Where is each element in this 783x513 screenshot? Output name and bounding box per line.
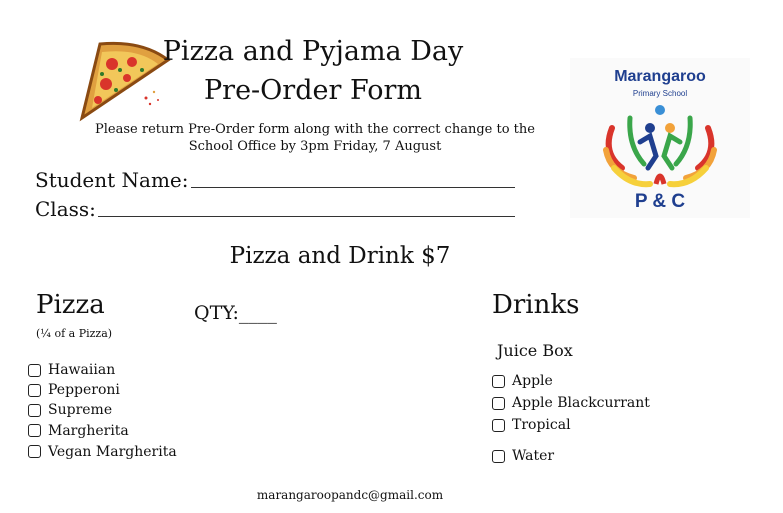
checkbox[interactable]	[492, 375, 505, 388]
pizza-option-margherita[interactable]	[28, 420, 177, 441]
drink-option-label: Water	[512, 448, 555, 464]
pizza-option-label: Hawaiian	[48, 362, 116, 378]
juice-box-heading: Juice Box	[497, 341, 573, 360]
student-name-line[interactable]	[191, 187, 516, 188]
drink-option-apple[interactable]	[492, 370, 650, 392]
drink-option-tropical[interactable]	[492, 414, 650, 436]
checkbox[interactable]	[492, 450, 505, 463]
student-name-label: Student Name:	[35, 168, 189, 192]
checkbox[interactable]	[28, 364, 41, 377]
checkbox[interactable]	[492, 419, 505, 432]
checkbox[interactable]	[28, 424, 41, 437]
drink-option-water[interactable]	[492, 446, 554, 466]
drink-option-label: Apple	[512, 373, 553, 389]
class-line[interactable]	[98, 216, 515, 217]
pizza-portion: (¼ of a Pizza)	[36, 327, 113, 340]
contact-email[interactable]: marangaroopandc@gmail.com	[256, 488, 444, 502]
pizza-option-supreme[interactable]	[28, 400, 177, 420]
pizza-option-hawaiian[interactable]	[28, 360, 177, 380]
return-notice: Please return Pre-Order form along with the correct change to the School Office by 3pm Friday, 7 August	[95, 122, 535, 154]
pizza-option-label: Supreme	[48, 402, 113, 418]
checkbox[interactable]	[28, 445, 41, 458]
pizza-option-pepperoni[interactable]	[28, 380, 177, 400]
drink-options-list	[492, 370, 650, 436]
drink-option-apple-blackcurrant[interactable]	[492, 392, 650, 414]
pizza-qty-field[interactable]: QTY:____	[194, 302, 277, 324]
offer-heading: Pizza and Drink $7	[229, 243, 451, 269]
logo-school-name: Marangaroo	[614, 68, 706, 85]
form-title-line2: Pre-Order Form	[204, 75, 422, 106]
class-label: Class:	[35, 197, 96, 221]
school-logo	[570, 58, 750, 218]
checkbox[interactable]	[492, 397, 505, 410]
drink-option-label: Apple Blackcurrant	[512, 395, 650, 411]
pizza-option-vegan-margherita[interactable]	[28, 441, 177, 462]
class-field[interactable]	[35, 197, 515, 221]
pizza-option-label: Margherita	[48, 422, 129, 439]
logo-school-sub: Primary School	[632, 89, 688, 98]
pizza-options-list	[28, 360, 177, 462]
pizza-heading: Pizza	[36, 290, 105, 320]
pizza-option-label: Vegan Margherita	[48, 443, 177, 460]
drinks-heading: Drinks	[492, 290, 580, 320]
checkbox[interactable]	[28, 404, 41, 417]
checkbox[interactable]	[28, 384, 41, 397]
form-title-line1: Pizza and Pyjama Day	[162, 36, 464, 67]
pizza-option-label: Pepperoni	[48, 382, 120, 398]
drink-option-label: Tropical	[512, 417, 571, 433]
logo-emblem-icon	[600, 98, 720, 190]
logo-pc: P & C	[634, 191, 686, 212]
student-name-field[interactable]	[35, 168, 515, 192]
